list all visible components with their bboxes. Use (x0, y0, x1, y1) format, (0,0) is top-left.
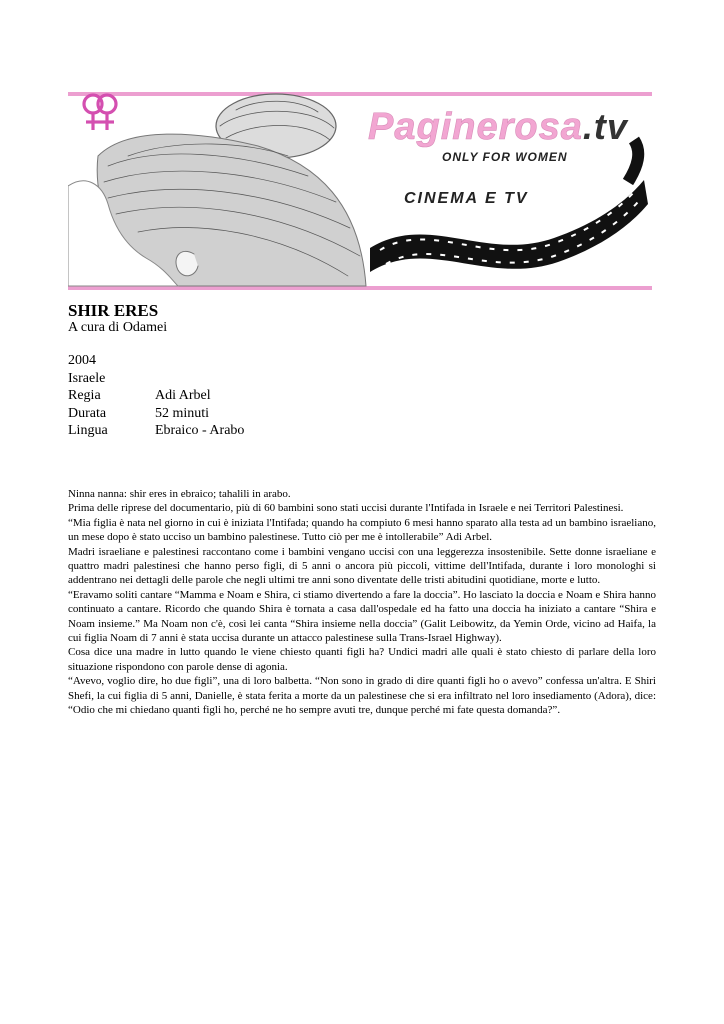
credit-label: Lingua (68, 423, 108, 438)
section-label: CINEMA E TV (404, 190, 529, 207)
credit-value: Adi Arbel (155, 388, 211, 403)
article-paragraph: Ninna nanna: shir eres in ebraico; tahalili in arabo. (68, 488, 291, 500)
credit-value: Ebraico - Arabo (155, 423, 245, 438)
article-paragraph: Madri israeliane e palestinesi raccontano come i bambini vengano uccisi con una leggerezza insostenibile. Sette donne israeliane e quattro madri palestinesi che hanno perso figli, di 5 anni o ancora più piccoli, vittime dell'Intifada, durante i loro monologhi si addentrano nei dettagli delle parole che negli ultimi tre anni sono diventate delle tristi abitudini quotidiane, morte e lutto. (68, 545, 656, 587)
article-paragraph: Cosa dice una madre in lutto quando le viene chiesto quanti figli ha? Undici madri alle quali è stato chiesto di parlare della loro situazione rispondono con parole dense di agonia. (68, 646, 656, 673)
article-paragraph: Prima delle riprese del documentario, più di 60 bambini sono stati uccisi durante l'Intifada in Israele e nei Territori Palestinesi. (68, 502, 624, 515)
brand-title: Paginerosa.tv (368, 106, 628, 148)
bottom-pink-rule (68, 286, 652, 290)
female-symbols-icon (84, 95, 116, 130)
credit-label: Regia (68, 388, 101, 403)
brand-tagline: ONLY FOR WOMEN (442, 150, 568, 164)
article-paragraph: “Mia figlia è nata nel giorno in cui è iniziata l'Intifada; quando ha compiuto 6 mesi hanno sparato alla testa ad un bambino israeliano, un mese dopo è stato ucciso un bambino palestinese. Tutto ciò per me è intollerabile” Adi Arbel. (68, 516, 656, 544)
top-pink-rule (68, 92, 652, 96)
article-paragraph: “Eravamo soliti cantare “Mamma e Noam e Shira, ci stiamo divertendo a fare la doccia”. Ho lasciato la doccia e Noam e Shira hanno continuato a cantare. Ricordo che quando Shira è tornata a casa dall'ospedale ed ha fatto una doccia ha iniziato a cantare “Shira e Noam insieme.” Ma Noam non c'è, così lei canta “Shira insieme nella doccia” (Galit Leibowitz, da Yemin Orde, vicino ad Haifa, la cui figlia Noam di 7 anni è stata uccisa durante un attacco palestinese sulla Trans-Israel Highway). (68, 588, 656, 645)
article-paragraph: “Avevo, voglio dire, ho due figli”, una di loro balbetta. “Non sono in grado di dire quanti figli ho o avevo” confessa un'altra. E Shiri Shefi, la cui figlia di 5 anni, Danielle, è stata ferita a morte da un palestinese che si era infiltrato nel loro insediamento (Adora), dice: “Odio che mi chiedano quanti figli ho, perché ne ho sempre avuti tre, dunque perché mi fate questa domanda?”. (68, 675, 656, 717)
byline: A cura di Odamei (68, 320, 168, 335)
article-body (68, 487, 656, 718)
info-country: Israele (68, 370, 106, 386)
article-title: SHIR ERES (68, 301, 159, 320)
info-credit-row (68, 387, 244, 405)
film-info (68, 352, 244, 440)
brand-tld: .tv (582, 106, 628, 147)
credit-label: Durata (68, 405, 107, 421)
info-credit-row (68, 422, 244, 440)
credit-value: 52 minuti (155, 405, 210, 421)
header-banner (68, 86, 652, 294)
info-credit-row (68, 405, 244, 423)
info-year: 2004 (68, 353, 96, 368)
